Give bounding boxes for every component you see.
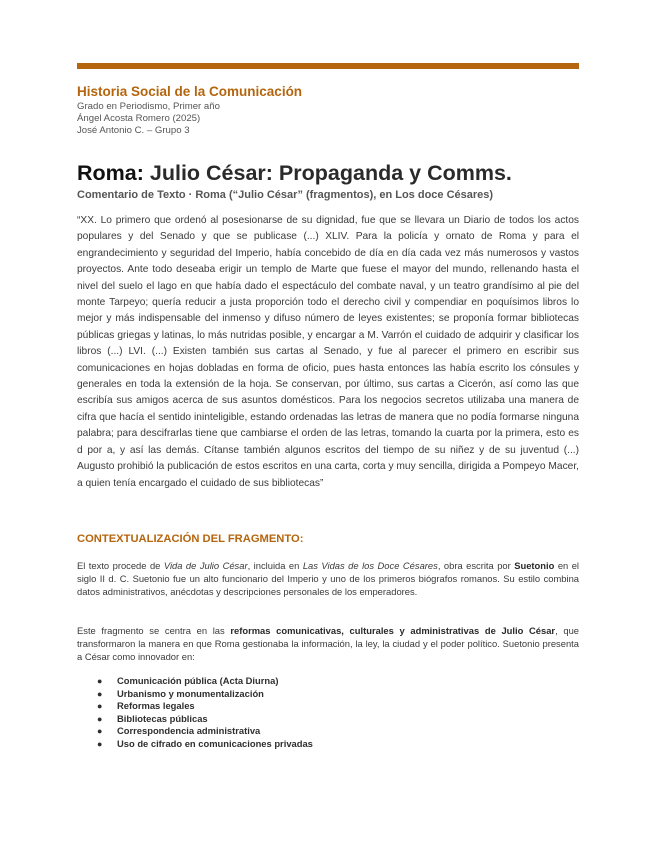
page-subtitle: Comentario de Texto · Roma (“Julio César” (fragmentos), en Los doce Césares) <box>77 189 494 201</box>
header-rule <box>77 63 579 69</box>
innovation-list <box>77 675 577 751</box>
teacher-line: José Antonio C. – Grupo 3 <box>77 125 190 136</box>
bullet-icon: ● <box>97 676 103 686</box>
bullet-icon: ● <box>97 738 103 749</box>
list-item-text: Bibliotecas públicas <box>117 712 208 724</box>
p1-text-d: en el siglo II d. C. Suetonio fue un alto funcionario del Imperio y uno de los primeros biógrafos romanos. Su estilo combina datos administrativos, anécdotas y descripciones personales de los emperadores. <box>77 560 580 598</box>
list-item-text: Urbanismo y monumentalización <box>117 687 264 699</box>
context-paragraph-1 <box>77 559 579 599</box>
p1-text-b: , incluida en <box>247 560 303 571</box>
p1-text-a: El texto procede de <box>77 560 164 571</box>
context-paragraph-2 <box>77 624 579 664</box>
p1-work-title: Vida de Julio César <box>163 560 248 571</box>
source-quote: “XX. Lo primero que ordenó al posesionarse de su dignidad, fue que se llevara un Diario de todos los actos populares y del Senado y que se publicase (...) XLIV. Para la policía y ornato de Roma y para el engrandecimiento y seguridad del Imperio, había concebido de día en día cada vez más numerosos y vastos proyectos. Ante todo deseaba erigir un templo de Marte que fuese el mayor del mundo, rellenando hasta el nivel del suelo el lago en que había dado el espectáculo del combate naval, y un teatro grandísimo al pie del monte Tarpeyo; quería reducir a justa proporción todo el derecho civil y compendiar en poquísimos libros lo mejor y más indispensable del inmenso y difuso número de leyes existentes; se proponía formar bibliotecas públicas griegas y latinas, lo más nutridas posible, y encargar a M. Varrón el cuidado de adquirir y clasificar los libros (...) LVI. (...) Existen también sus cartas al Senado, y fue al parecer el primero en escribir sus comunicaciones en hojas dobladas en forma de oficio, pues hasta entonces las había escrito los cónsules y generales en toda la extensión de la hoja. Se conservan, por último, sus cartas a Cicerón, así como las que escribía sus amigos acerca de sus asuntos domésticos. Para los negocios secretos utilizaba una manera de cifra que hacía el sentido ininteligible, estando ordenadas las letras de manera que no podía formarse ninguna palabra; para descifrarlas tiene que cambiarse el orden de las letras, tomando la cuarta por la primera, esto es d por a, y así las demás. Cítanse también algunos escritos del tiempo de su niñez y de su juventud (...) Augusto prohibió la publicación de estos escritos en una carta, corta y muy sencilla, dirigida a Pompeyo Macer, a quien tenía encargado el cuidado de sus bibliotecas” <box>77 215 579 489</box>
course-title: Historia Social de la Comunicación <box>77 84 303 99</box>
p1-collection-title: Las Vidas de los Doce Césares <box>302 560 438 571</box>
list-item <box>77 738 577 751</box>
bullet-icon: ● <box>97 688 103 699</box>
page-title-lead: Roma: <box>77 161 144 185</box>
list-item <box>77 700 577 713</box>
list-item-text: Comunicación pública (Acta Diurna) <box>117 675 279 686</box>
document-header <box>77 84 579 137</box>
p2-text-b: , que transformaron la manera en que Roma gestionaba la información, la ley, la ciudad y el poder político. Suetonio presenta a César como innovador en: <box>77 625 579 663</box>
list-item-text: Reformas legales <box>117 700 195 712</box>
list-item-text: Correspondencia administrativa <box>117 725 261 737</box>
p1-text-c: , obra escrita por <box>437 560 515 571</box>
author-line: Ángel Acosta Romero (2025) <box>77 113 201 124</box>
p1-author: Suetonio <box>514 560 555 571</box>
page-title-rest: Julio César: Propaganda y Comms. <box>143 161 512 185</box>
bullet-icon: ● <box>97 701 103 712</box>
context-heading: CONTEXTUALIZACIÓN DEL FRAGMENTO: <box>77 533 304 545</box>
bullet-icon: ● <box>97 713 103 724</box>
degree-line: Grado en Periodismo, Primer año <box>77 101 220 112</box>
bullet-icon: ● <box>97 726 103 737</box>
page-title <box>77 161 587 185</box>
list-item <box>77 675 577 688</box>
list-item <box>77 725 577 738</box>
p2-text-a: Este fragmento se centra en las <box>77 625 231 636</box>
list-item <box>77 688 577 701</box>
p2-highlight: reformas comunicativas, culturales y administrativas de Julio César <box>230 625 556 636</box>
list-item <box>77 713 577 726</box>
list-item-text: Uso de cifrado en comunicaciones privadas <box>117 737 313 749</box>
